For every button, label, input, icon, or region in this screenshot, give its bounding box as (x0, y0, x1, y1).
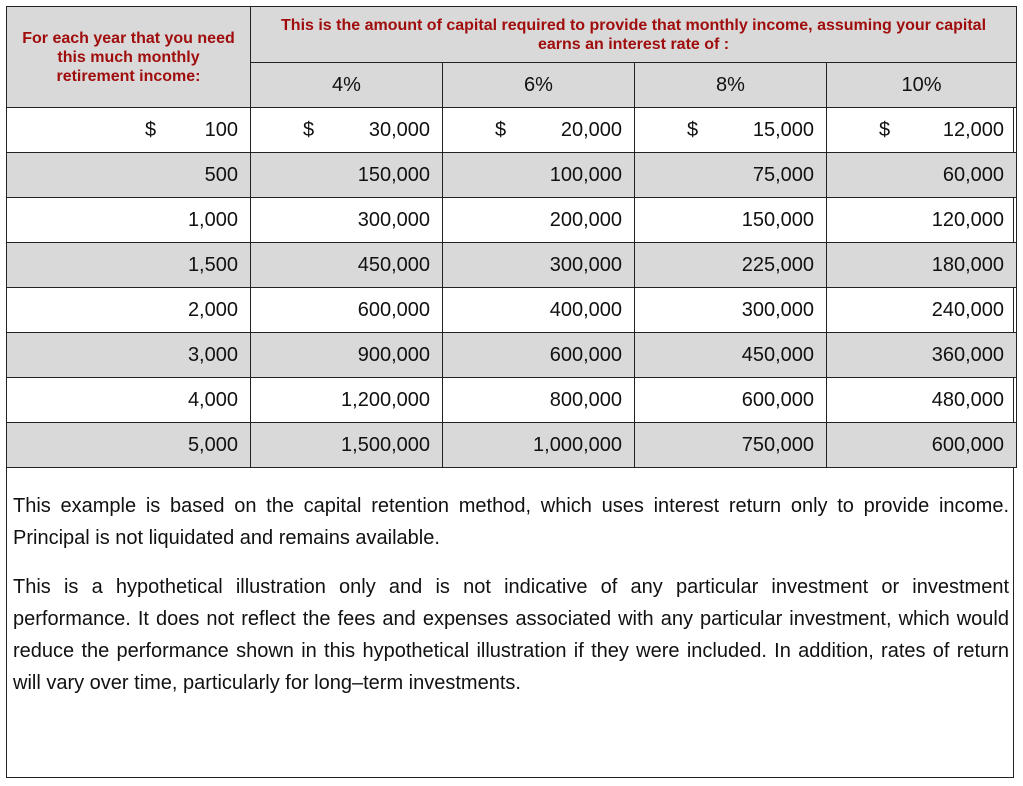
header-row (7, 7, 1017, 63)
cell-value: 30,000 (368, 118, 430, 141)
capital-cell (443, 423, 635, 468)
cell-value: 300,000 (357, 208, 430, 231)
capital-cell (443, 333, 635, 378)
income-cell (7, 423, 251, 468)
cell-value: 15,000 (752, 118, 814, 141)
cell-value: 3,000 (187, 343, 238, 366)
cell-value: 2,000 (187, 298, 238, 321)
currency-symbol: $ (303, 118, 315, 141)
cell-value: 600,000 (931, 433, 1005, 456)
currency-symbol: $ (879, 118, 891, 141)
cell-value: 5,000 (187, 433, 238, 456)
cell-value: 300,000 (549, 253, 622, 276)
capital-table (6, 6, 1017, 468)
capital-cell (635, 288, 827, 333)
cell-value: 1,000,000 (533, 433, 622, 456)
capital-cell (251, 243, 443, 288)
income-cell (7, 153, 251, 198)
note-capital-retention: This example is based on the capital retention method, which uses interest return only to provide income. Principal is not liquidated and remains available. (13, 495, 1009, 549)
capital-cell (251, 423, 443, 468)
capital-cell (635, 108, 827, 153)
rate-header: 8% (635, 63, 827, 108)
table-row (7, 378, 1017, 423)
header-capital-required: This is the amount of capital required to provide that monthly income, assuming your capital earns an interest rate of : (251, 7, 1017, 63)
rate-header: 10% (827, 63, 1017, 108)
cell-value: 400,000 (549, 298, 622, 321)
capital-cell (827, 378, 1017, 423)
cell-value: 480,000 (931, 388, 1005, 411)
table-row (7, 333, 1017, 378)
cell-value: 75,000 (752, 163, 814, 186)
table-row (7, 288, 1017, 333)
capital-cell (251, 153, 443, 198)
currency-symbol: $ (145, 118, 157, 141)
capital-cell (251, 198, 443, 243)
capital-cell (827, 243, 1017, 288)
capital-cell (443, 243, 635, 288)
cell-value: 450,000 (357, 253, 430, 276)
cell-value: 300,000 (741, 298, 814, 321)
cell-value: 180,000 (931, 253, 1005, 276)
rate-header: 4% (251, 63, 443, 108)
capital-cell (635, 198, 827, 243)
cell-value: 1,200,000 (341, 388, 430, 411)
cell-value: 1,500,000 (341, 433, 430, 456)
cell-value: 600,000 (549, 343, 622, 366)
capital-cell (443, 108, 635, 153)
capital-cell (827, 198, 1017, 243)
capital-cell (827, 333, 1017, 378)
capital-cell (635, 153, 827, 198)
cell-value: 500 (204, 163, 238, 186)
cell-value: 20,000 (560, 118, 622, 141)
capital-cell (251, 378, 443, 423)
capital-cell (251, 288, 443, 333)
income-cell (7, 108, 251, 153)
capital-cell (443, 378, 635, 423)
cell-value: 100,000 (549, 163, 622, 186)
table-row (7, 108, 1017, 153)
cell-value: 1,000 (187, 208, 238, 231)
cell-value: 600,000 (741, 388, 814, 411)
cell-value: 360,000 (931, 343, 1005, 366)
capital-cell (827, 153, 1017, 198)
cell-value: 4,000 (187, 388, 238, 411)
capital-cell (827, 423, 1017, 468)
cell-value: 450,000 (741, 343, 814, 366)
cell-value: 800,000 (549, 388, 622, 411)
cell-value: 60,000 (942, 163, 1005, 186)
income-cell (7, 243, 251, 288)
capital-cell (251, 108, 443, 153)
cell-value: 150,000 (357, 163, 430, 186)
cell-value: 900,000 (357, 343, 430, 366)
cell-value: 100 (204, 118, 238, 141)
capital-cell (635, 333, 827, 378)
capital-cell (443, 288, 635, 333)
cell-value: 600,000 (357, 298, 430, 321)
cell-value: 225,000 (741, 253, 814, 276)
cell-value: 150,000 (741, 208, 814, 231)
header-monthly-income: For each year that you need this much monthly retirement income: (7, 7, 251, 108)
capital-cell (635, 378, 827, 423)
cell-value: 240,000 (931, 298, 1005, 321)
rate-header: 6% (443, 63, 635, 108)
capital-cell (827, 108, 1017, 153)
capital-cell (251, 333, 443, 378)
income-cell (7, 198, 251, 243)
note-hypothetical: This is a hypothetical illustration only and is not indicative of any particular investment or investment performance. It does not reflect the fees and expenses associated with any particular investment, which would reduce the performance shown in this hypothetical illustration if they were included. In addition, rates of return will vary over time, particularly for long–term investments. (13, 576, 1009, 694)
capital-cell (635, 423, 827, 468)
currency-symbol: $ (687, 118, 699, 141)
capital-cell (635, 243, 827, 288)
income-cell (7, 288, 251, 333)
capital-cell (443, 198, 635, 243)
cell-value: 12,000 (942, 118, 1005, 141)
table-row (7, 423, 1017, 468)
table-row (7, 198, 1017, 243)
cell-value: 200,000 (549, 208, 622, 231)
income-cell (7, 378, 251, 423)
currency-symbol: $ (495, 118, 507, 141)
capital-cell (827, 288, 1017, 333)
table-row (7, 243, 1017, 288)
income-cell (7, 333, 251, 378)
capital-cell (443, 153, 635, 198)
disclaimer-notes (13, 490, 1009, 716)
cell-value: 750,000 (741, 433, 814, 456)
table-row (7, 153, 1017, 198)
cell-value: 1,500 (187, 253, 238, 276)
cell-value: 120,000 (931, 208, 1005, 231)
